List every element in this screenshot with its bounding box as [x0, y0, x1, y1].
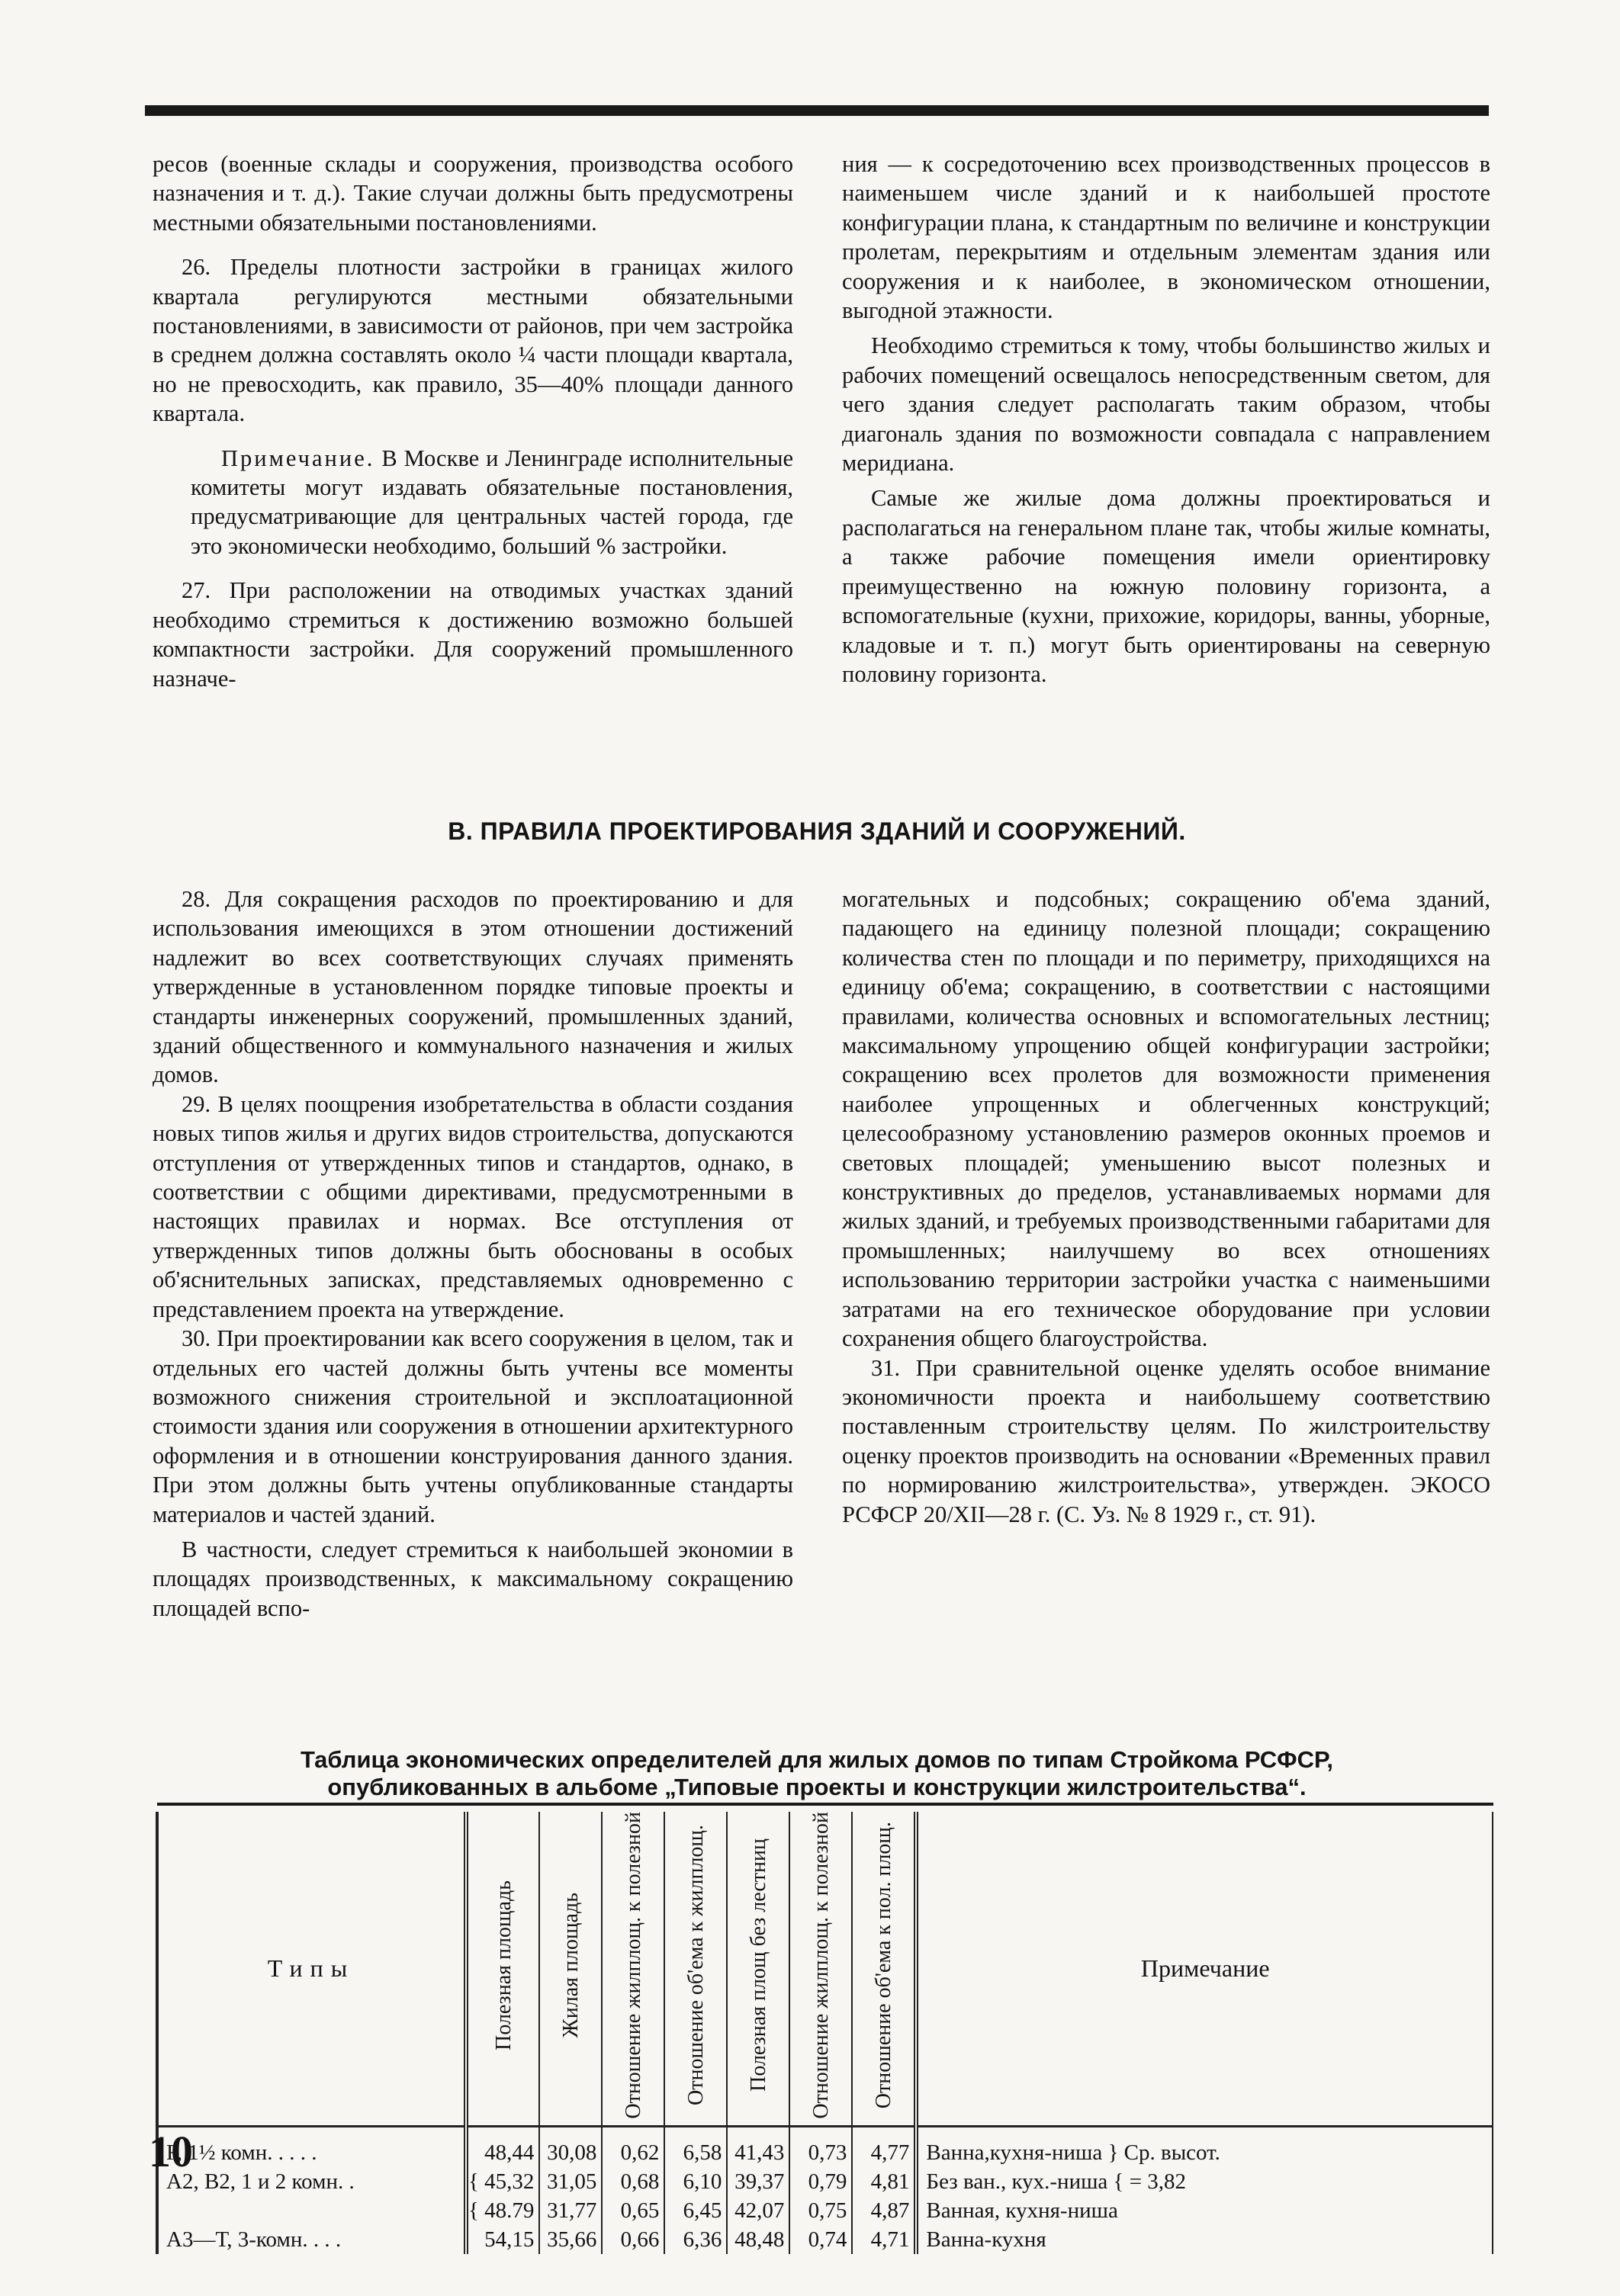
paragraph-31: 31. При сравнительной оценке уделять особое внимание экономичности проекта и наибольшему соответствию поставленным строительству целям. По жилстроительству оценку проектов производить на основании «Временных правил по нормированию жилстроительства», утвержден. ЭКОСО РСФСР 20/XII—28 г. (С. Уз. № 8 1929 г., ст. 91). [842, 1354, 1490, 1527]
cell-living-area: 31,05 [539, 2167, 602, 2196]
paragraph-29: 29. В целях поощрения изобретательства в области создания новых типов жилья и других видов строительства, допускаются отступления от утвержденных типов и стандартов, однако, в соответствии с общими директивами, предусмотренными в настоящих правилах и нормах. Все отступления от утвержденных типов должны быть обоснованы в особых об'яснительных записках, представляемых одновременно с представлением проекта на утверждение. [153, 1090, 793, 1322]
header-text: Отношение об'ема к пол. площ. [871, 1822, 895, 2109]
table-header-row [157, 1812, 1493, 2126]
table-title-line: опубликованных в альбоме „Типовые проекты и конструкции жилстроительства“. [327, 1774, 1307, 1800]
cell-living-area: 31,77 [539, 2196, 602, 2225]
cell-useful-no-stairs: 41,43 [727, 2126, 789, 2167]
paragraph: Самые же жилые дома должны проектироваться и располагаться на генеральном плане так, чтобы жилые комнаты, а также рабочие помещения имели ориентировку преимущественно на южную половину горизонта, а вспомогательные (кухни, прихожие, коридоры, ванны, уборные, кладовые и т. п.) могут быть ориентированы на северную половину горизонта. [842, 485, 1490, 687]
header-ratio-volume-useful [852, 1812, 916, 2126]
cell-useful-area: { 45,32 [466, 2167, 539, 2196]
header-note: Примечание [916, 1812, 1493, 2126]
table-row [157, 2196, 1493, 2225]
paragraph-28: 28. Для сокращения расходов по проектированию и для использования имеющихся в этом отношении достижений надлежит во всех соответствующих случаях применять утвержденные в установленном порядке типовые проекты и стандарты инженерных сооружений, промышленных зданий, зданий общественного и коммунального назначения и жилых домов. [153, 886, 793, 1088]
cell-note: Ванна,кухня-ниша } Ср. высот. [916, 2126, 1493, 2167]
column-2a [153, 885, 793, 1623]
cell-useful-no-stairs: 42,07 [727, 2196, 789, 2225]
header-text: Жилая площадь [558, 1893, 583, 2038]
column-1a [153, 149, 793, 693]
cell-useful-area: 54,15 [466, 2225, 539, 2254]
table-row [157, 2126, 1493, 2167]
cell-living-area: 35,66 [539, 2225, 602, 2254]
section-title: В. ПРАВИЛА ПРОЕКТИРОВАНИЯ ЗДАНИЙ И СООРУЖЕНИЙ. [448, 817, 1186, 845]
cell-ratio: 6,10 [664, 2167, 727, 2196]
cell-ratio: 0,74 [789, 2225, 852, 2254]
top-rule [145, 105, 1489, 116]
paragraph-26: 26. Пределы плотности застройки в границах жилого квартала регулируются местными обязательными постановлениями, в зависимости от районов, при чем застройка в среднем должна составлять около ¼ части площади квартала, но не превосходить, как правило, 35—40% площади данного квартала. [153, 254, 793, 427]
cell-type: А2, В2, 1 и 2 комн. . [157, 2167, 466, 2196]
header-ratio-living-useful [602, 1812, 664, 2126]
cell-ratio: 0,73 [789, 2126, 852, 2167]
header-useful-area [466, 1812, 539, 2126]
cell-ratio: 0,65 [602, 2196, 664, 2225]
header-ratio-living-useful-2 [789, 1812, 852, 2126]
table-title-underline [157, 1803, 1493, 1806]
cell-ratio: 4,77 [852, 2126, 916, 2167]
cell-ratio: 0,79 [789, 2167, 852, 2196]
note-label: Примечание. [221, 445, 375, 471]
table-title-line: Таблица экономических определителей для жилых домов по типам Стройкома РСФСР, [301, 1746, 1333, 1773]
paragraph: могательных и подсобных; сокращению об'ема зданий, падающего на единицу полезной площади; сокращению количества стен по площади и по периметру, приходящихся на единицу об'ема; сокращению, в соответствии с настоящими правилами, количества основных и вспомогательных лестниц; максимальному упрощению общей конфигурации застройки; сокращению всех пролетов для возможности применения наиболее упрощенных и облегченных конструкций; целесообразному установлению размеров оконных проемов и световых площадей; уменьшению высот полезных и конструктивных до пределов, устанавливаемых нормами для жилых зданий, и требуемых производственными габаритами для промышленных; наилучшему во всех отношениях использованию территории застройки участка с наименьшими затратами на его техническое оборудование при условии сохранения общего благоустройства. [842, 886, 1490, 1352]
cell-note: Ванна-кухня [916, 2225, 1493, 2254]
cell-ratio: 0,75 [789, 2196, 852, 2225]
page-number: 10 [149, 2127, 193, 2176]
table-title [145, 1746, 1489, 1801]
header-text: Отношение жилплощ. к полезной [621, 1812, 645, 2119]
cell-ratio: 4,81 [852, 2167, 916, 2196]
cell-useful-no-stairs: 39,37 [727, 2167, 789, 2196]
cell-ratio: 0,66 [602, 2225, 664, 2254]
header-useful-no-stairs [727, 1812, 789, 2126]
note-paragraph [153, 444, 793, 561]
cell-ratio: 6,36 [664, 2225, 727, 2254]
cell-ratio: 0,68 [602, 2167, 664, 2196]
cell-type: А3—Т, 3-комн. . . . [157, 2225, 466, 2254]
cell-ratio: 4,87 [852, 2196, 916, 2225]
paragraph: В частности, следует стремиться к наибольшей экономии в площадях производственных, к максимальному сокращению площадей вспо- [153, 1536, 793, 1621]
header-living-area [539, 1812, 602, 2126]
paragraph-27: 27. При расположении на отводимых участках зданий необходимо стремиться к достижению возможно большей компактности застройки. Для сооружений промышленного назначе- [153, 577, 793, 692]
header-text: Отношение об'ема к жилплощ. [683, 1825, 708, 2106]
header-text: Отношение жилплощ. к полезной [808, 1812, 833, 2119]
header-types: Типы [157, 1812, 466, 2126]
cell-note: Ванная, кухня-ниша [916, 2196, 1493, 2225]
cell-ratio: 0,62 [602, 2126, 664, 2167]
column-2b [842, 885, 1490, 1529]
cell-note: Без ван., кух.-ниша { = 3,82 [916, 2167, 1493, 2196]
paragraph: ния — к сосредоточению всех производственных процессов в наименьшем числе зданий и к наибольшей простоте конфигурации плана, к стандартным по величине и конструкции пролетам, перекрытиям и отдельным элементам здания или сооружения и к наиболее, в экономическом отношении, выгодной этажности. [842, 151, 1490, 324]
cell-useful-area: { 48.79 [466, 2196, 539, 2225]
cell-living-area: 30,08 [539, 2126, 602, 2167]
cell-useful-no-stairs: 48,48 [727, 2225, 789, 2254]
paragraph: Необходимо стремиться к тому, чтобы большинство жилых и рабочих помещений освещалось непосредственным светом, для чего здания следует располагать таким образом, чтобы диагональ здания по возможности совпадала с направлением меридиана. [842, 332, 1490, 477]
cell-type: F, 1½ комн. . . . . [157, 2126, 466, 2167]
cell-ratio: 6,58 [664, 2126, 727, 2167]
header-text: Полезная площадь [491, 1880, 516, 2050]
economics-table [156, 1812, 1493, 2254]
note-text: В Москве и Ленинграде исполнительные комитеты могут издавать обязательные постановления, предусматривающие для центральных частей города, где это экономически необходимо, больший % застройки. [191, 445, 793, 559]
column-1b [842, 149, 1490, 689]
cell-type [157, 2196, 466, 2225]
cell-useful-area: 48,44 [466, 2126, 539, 2167]
table-row [157, 2225, 1493, 2254]
paragraph: ресов (военные склады и сооружения, производства особого назначения и т. д.). Такие случаи должны быть предусмотрены местными обязательными постановлениями. [153, 151, 793, 236]
table-row [157, 2167, 1493, 2196]
cell-ratio: 4,71 [852, 2225, 916, 2254]
cell-ratio: 6,45 [664, 2196, 727, 2225]
header-text: Полезная площ без лестниц [746, 1838, 770, 2092]
header-ratio-volume-living [664, 1812, 727, 2126]
paragraph-30: 30. При проектировании как всего сооружения в целом, так и отдельных его частей должны быть учтены все моменты возможного снижения строительной и эксплоатационной стоимости здания или сооружения в отношении архитектурного оформления и в отношении конструирования данного здания. При этом должны быть учтены опубликованные стандарты материалов и частей зданий. [153, 1325, 793, 1527]
